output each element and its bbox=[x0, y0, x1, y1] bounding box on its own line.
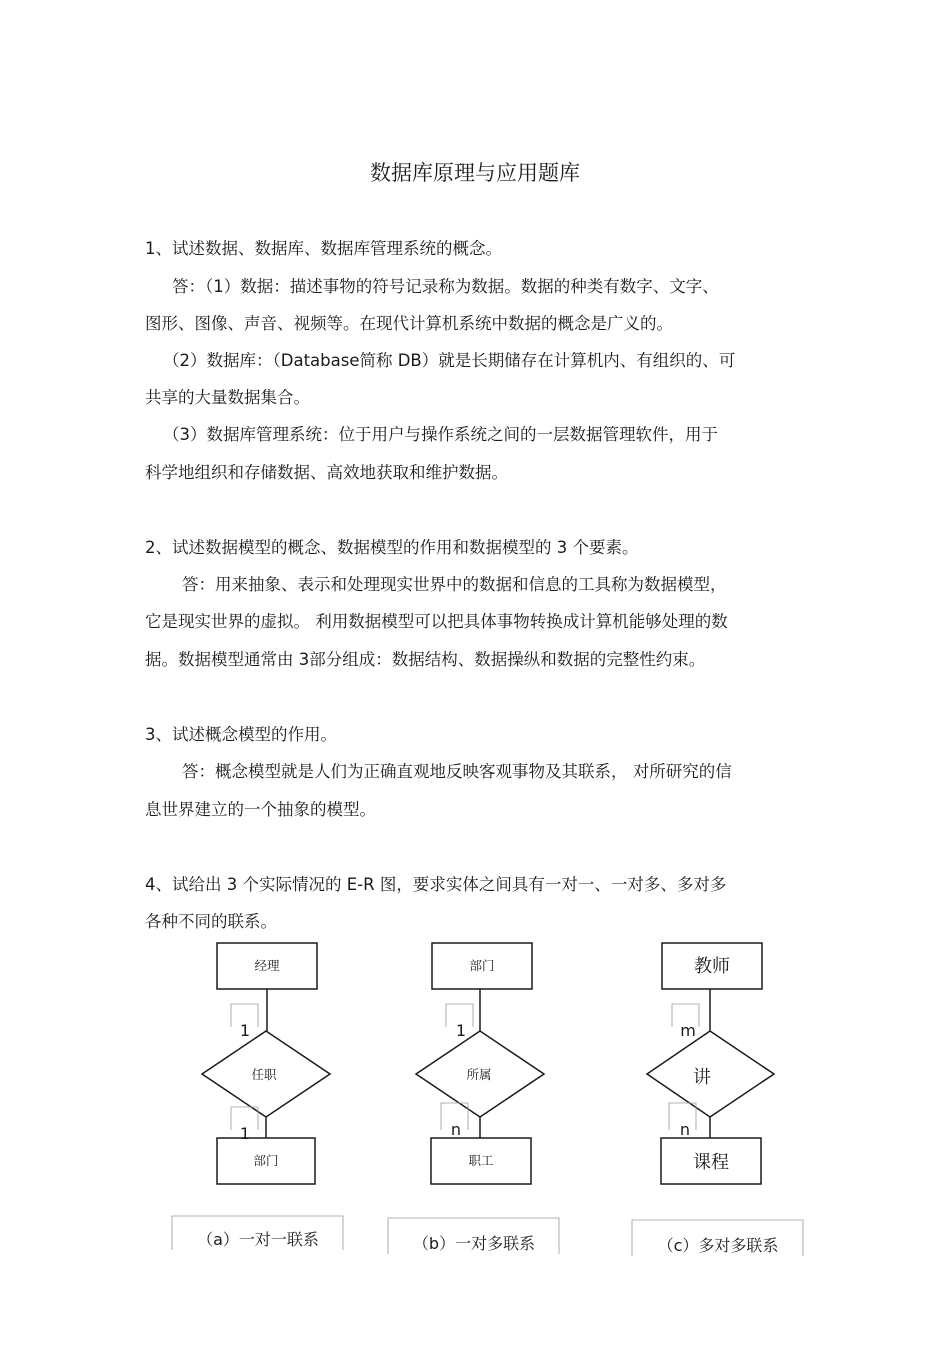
answer-1-line-5: （3）数据库管理系统：位于用户与操作系统之间的一层数据管理软件，用于 bbox=[163, 425, 718, 444]
answer-2-line-1: 答：用来抽象、表示和处理现实世界中的数据和信息的工具称为数据模型， bbox=[182, 575, 727, 594]
document-title: 数据库原理与应用题库 bbox=[370, 161, 580, 185]
cardinality-b-top: 1 bbox=[455, 1021, 467, 1040]
question-3: 3、试述概念模型的作用。 bbox=[145, 725, 337, 744]
answer-2-line-3: 据。数据模型通常由 3部分组成：数据结构、数据操纵和数据的完整性约束。 bbox=[145, 650, 706, 669]
answer-2-line-2: 它是现实世界的虚拟。 利用数据模型可以把具体事物转换成计算机能够处理的数 bbox=[145, 612, 728, 631]
relationship-label-b: 所属 bbox=[466, 1067, 492, 1082]
answer-1-line-4: 共享的大量数据集合。 bbox=[145, 388, 310, 407]
answer-1-line-3: （2）数据库：（Database简称 DB）就是长期储存在计算机内、有组织的、可 bbox=[163, 351, 736, 370]
cardinality-a-top: 1 bbox=[239, 1021, 251, 1040]
entity-label-dept-a: 部门 bbox=[253, 1153, 279, 1168]
answer-1-line-6: 科学地组织和存储数据、高效地获取和维护数据。 bbox=[145, 463, 508, 482]
relationship-label-a: 任职 bbox=[251, 1067, 277, 1082]
cardinality-a-bottom: 1 bbox=[239, 1124, 251, 1143]
question-4: 4、试给出 3 个实际情况的 E-R 图，要求实体之间具有一对一、一对多、多对多 bbox=[145, 875, 727, 894]
cardinality-c-bottom: n bbox=[679, 1120, 691, 1139]
question-4-cont: 各种不同的联系。 bbox=[145, 912, 277, 931]
entity-label-dept-b: 部门 bbox=[469, 958, 495, 973]
entity-label-manager: 经理 bbox=[254, 958, 280, 973]
cardinality-c-top: m bbox=[680, 1021, 696, 1040]
answer-1-line-1: 答：（1）数据：描述事物的符号记录称为数据。数据的种类有数字、文字、 bbox=[172, 277, 719, 296]
answer-3-line-1: 答：概念模型就是人们为正确直观地反映客观事物及其联系， 对所研究的信 bbox=[182, 762, 732, 781]
question-1: 1、试述数据、数据库、数据库管理系统的概念。 bbox=[145, 239, 502, 258]
question-2: 2、试述数据模型的概念、数据模型的作用和数据模型的 3 个要素。 bbox=[145, 538, 639, 557]
caption-a: （a）一对一联系 bbox=[197, 1230, 319, 1249]
entity-label-teacher: 教师 bbox=[694, 956, 730, 977]
answer-1-line-2: 图形、图像、声音、视频等。在现代计算机系统中数据的概念是广义的。 bbox=[145, 314, 673, 333]
entity-label-course: 课程 bbox=[693, 1152, 729, 1173]
relationship-label-c: 讲 bbox=[693, 1067, 711, 1088]
caption-c: （c）多对多联系 bbox=[657, 1236, 779, 1255]
cardinality-b-bottom: n bbox=[450, 1120, 462, 1139]
answer-3-line-2: 息世界建立的一个抽象的模型。 bbox=[145, 800, 376, 819]
entity-label-staff: 职工 bbox=[468, 1153, 494, 1168]
caption-b: （b）一对多联系 bbox=[412, 1234, 536, 1253]
